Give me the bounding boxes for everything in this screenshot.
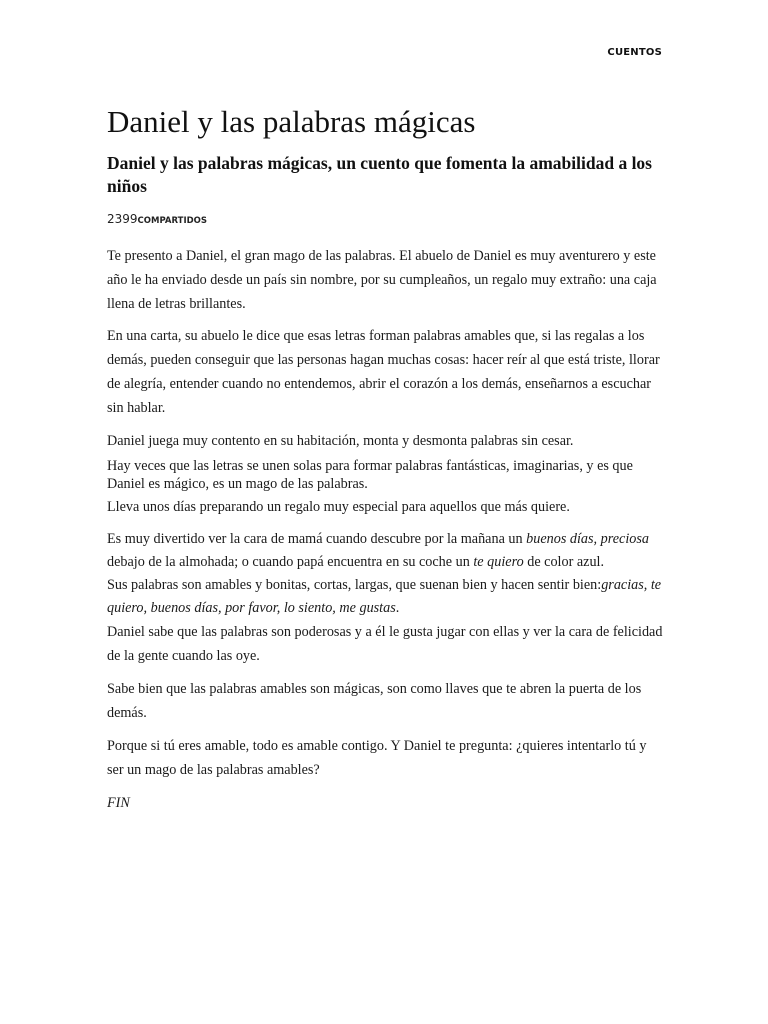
paragraph-9: Sabe bien que las palabras amables son mágicas, son como llaves que te abren la puerta de los demás. xyxy=(107,681,642,721)
share-label: COMPARTIDOS xyxy=(137,216,208,226)
paragraph-4: Hay veces que las letras se unen solas para formar palabras fantásticas, imaginarias, y es que Daniel es mágico, es un mago de las palabras. xyxy=(107,458,633,492)
share-counter xyxy=(107,211,663,227)
paragraph-5: Lleva unos días preparando un regalo muy especial para aquellos que más quiere. xyxy=(107,499,570,515)
paragraph-6-text-c: debajo de la almohada; o cuando papá encuentra en su coche un xyxy=(107,554,474,570)
paragraph-6-text-e: de color azul. xyxy=(523,554,605,570)
paragraph-3: Daniel juega muy contento en su habitación, monta y desmonta palabras sin cesar. xyxy=(107,433,574,449)
paragraph-10: Porque si tú eres amable, todo es amable contigo. Y Daniel te pregunta: ¿quieres intentarlo tú y ser un mago de las palabras amables? xyxy=(107,738,647,778)
article xyxy=(107,104,663,815)
fin-label: FIN xyxy=(107,795,130,811)
paragraph-6-text-a: Es muy divertido ver la cara de mamá cuando descubre por la mañana un xyxy=(107,531,527,547)
paragraph-6 xyxy=(107,528,663,574)
paragraph-2: En una carta, su abuelo le dice que esas letras forman palabras amables que, si las regalas a los demás, pueden conseguir que las personas hagan muchas cosas: hacer reír al que está triste, llorar de alegría, entender cuando no entendemos, abrir el corazón a los demás, enseñarnos a escuchar sin hablar. xyxy=(107,328,660,416)
share-count: 2399 xyxy=(107,212,138,226)
paragraph-6-italic-buenos-dias: buenos días, preciosa xyxy=(526,531,649,547)
paragraph-1: Te presento a Daniel, el gran mago de las palabras. El abuelo de Daniel es muy aventurero y este año le ha enviado desde un país sin nombre, por su cumpleaños, un regalo muy extraño: una caja llena de letras brillantes. xyxy=(107,248,657,312)
article-subtitle: Daniel y las palabras mágicas, un cuento que fomenta la amabilidad a los niños xyxy=(107,153,652,196)
article-title: Daniel y las palabras mágicas xyxy=(107,104,476,139)
paragraph-8: Daniel sabe que las palabras son poderosas y a él le gusta jugar con ellas y ver la cara de felicidad de la gente cuando las oye. xyxy=(107,624,663,664)
paragraph-7-text-c: . xyxy=(395,600,400,616)
section-label: CUENTOS xyxy=(607,47,662,58)
paragraph-7 xyxy=(107,574,663,620)
paragraph-6-italic-te-quiero: te quiero xyxy=(473,554,524,570)
paragraph-7-text-a: Sus palabras son amables y bonitas, cortas, largas, que suenan bien y hacen sentir bien: xyxy=(107,577,602,593)
paragraph-7-italic-words: gracias, te quiero, buenos días, por favor, lo siento, me gustas xyxy=(107,577,662,616)
